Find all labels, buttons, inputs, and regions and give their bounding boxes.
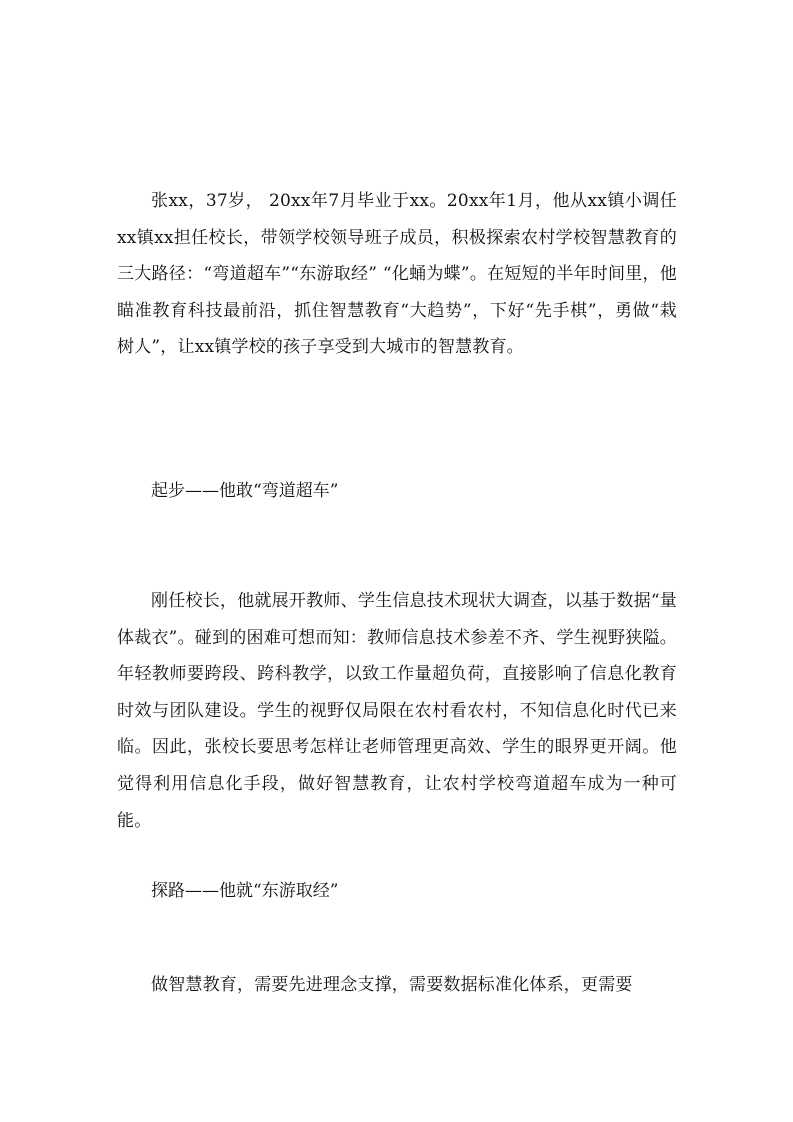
section-heading-start: 起步——他敢“弯道超车”	[151, 481, 339, 501]
body-paragraph-survey: 刚任校长，他就展开教师、学生信息技术现状大调查，以基于数据“量体裁衣”。碰到的困难可想而知：教师信息技术参差不齐、学生视野狭隘。年轻教师要跨段、跨科教学，以致工作量超负荷，直接影响了信息化教育时效与团队建设。学生的视野仅局限在农村看农村，不知信息化时代已来临。因此，张校长要思考怎样让老师管理更高效、学生的眼界更开阔。他觉得利用信息化手段，做好智慧教育，让农村学校弯道超车成为一种可能。	[117, 591, 677, 831]
body-paragraph-intro: 张xx，37岁， 20xx年7月毕业于xx。20xx年1月，他从xx镇小调任xx镇xx担任校长，带领学校领导班子成员，积极探索农村学校智慧教育的三大路径：“弯道超车”“东游取经” “化蛹为蝶”。在短短的半年时间里，他瞄准教育科技最前沿，抓住智慧教育“大趋势”，下好“先手棋”，勇做“栽树人”，让xx镇学校的孩子享受到大城市的智慧教育。	[117, 191, 677, 358]
section-heading-explore: 探路——他就“东游取经”	[151, 881, 339, 901]
body-paragraph-smart-education: 做智慧教育，需要先进理念支撑，需要数据标准化体系，更需要	[151, 975, 633, 995]
